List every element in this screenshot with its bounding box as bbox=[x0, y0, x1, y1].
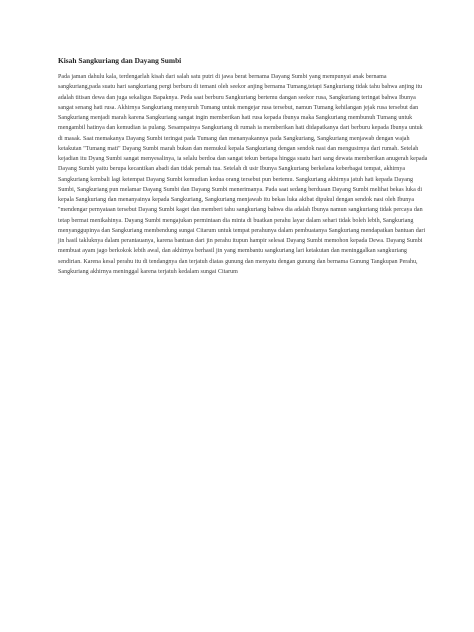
document-content bbox=[58, 56, 428, 277]
document-body-paragraph: Pada jaman dahulu kala, terdengarlah kisah dari salah satu putri di jawa berat bernama Dayang Sumbi yang mempunyai anak bernama sangkuriang,pada suatu hari sangkuriang pergi berburu di temani oleh seekor anjing bernama Tumang,tetapi Sangkuriang tidak tahu bahwa anjing itu adalah titisan dewa dan juga sekaligus Bapaknya. Peda saat berburu Sangkuriang bertemu dangan seekor rusa, Sangkuriang teringat bahwa Ibunya sangat senang hati rusa. Akhirnya Sangkuriang menyuruh Tumang untuk mengejar rusa tersebut, namun Tumang kehilangan jejak rusa tersebut dan Sangkuriang menjadi marah karena Sangkuriang sangat ingin memberikan hati rusa kepada ibunya maka Sangkuriang membunuh Tumang untuk mengambil hatinya dan kemudian ia pulang. Sesampainya Sangkuriang di rumah ia memberikan hati didapatkanya dari berburu kepada Ibunya untuk di masak. Saat memakanya Dayang Sumbi teringat pada Tumang dan menanyakannya pada Sangkuriang, Sangkuriang menjawab dengan wajah ketakutan "Tumang mati" Dayang Sumbi marah bukan dan memukul kepala Sangkuriang dengan sendok nasi dan mengusirnya dari rumah. Setelah kejadian itu Dyang Sumbi sangat menyesalinya, ia selalu berdoa dan sangat tekun bertapa hingga suatu hari sang dewata memberikan anugerah kepada Dayang Sumbi yaitu berupa kecantikan abadi dan tidak pernah tua. Setelah di usir Ibunya Sangkuriang berkelana keberbagai tempat, akhirnya Sangkuriang kembali lagi ketempat Dayang Sumbi kemudian kedua orang tersebut pun bertemu. Sangkuriang akhirnya jatuh hati kepada Dayang Sumbi, Sangkuriang pun melamar Dayang Sumbi dan Dayang Sumbi menerimanya. Pada saat sedang berduaan Dayang Sumbi melihat bekas luka di kepala Sangkuriang dan menanyainya kepada Sangkuriang, Sangkuriang menjawab itu bekas luka akibat dipukul dengan sendok nasi oleh Ibunya "mendengar pernyataan tersebut Dayang Sumbi kaget dan memberi tahu sangkuriang bahwa dia adalah Ibunya namun sangkuriang tidak percaya dan tetap bermat menikahinya. Dayang Sumbi mengajukan permintaan dia minta di buatkan perahu layar dalam sehari tidak boleh lebih, Sangkuriang menyanggupinya dan Sangkuriang membendung sungai Citarum untuk tempat perahunya dalam pembuatanya Sangkuriang mendapatkan bantuan dari jin hasil takluknya dalam perantauanya, karena bantuan dari jin perahu itupun hampir selesai Dayang Sumbi memohon kepada Dewa. Dayang Sumbi membuat ayam jago berkokok lebih awal, dan akhirnya berhasil jin yang membantu sangkuriang lari ketakutan dan meninggalkan sangkuriang sendirian. Karena kesal perahu itu di tendangnya dan terjatuh diatas gunung dan menyatu dengan gunung dan bernama Gunung Tangkupan Perahu, Sangkuriang akhirnya meninggal karena terjatuh kedalam sungai Citarum bbox=[58, 74, 428, 275]
document-title: Kisah Sangkuriang dan Dayang Sumbi bbox=[58, 56, 182, 65]
